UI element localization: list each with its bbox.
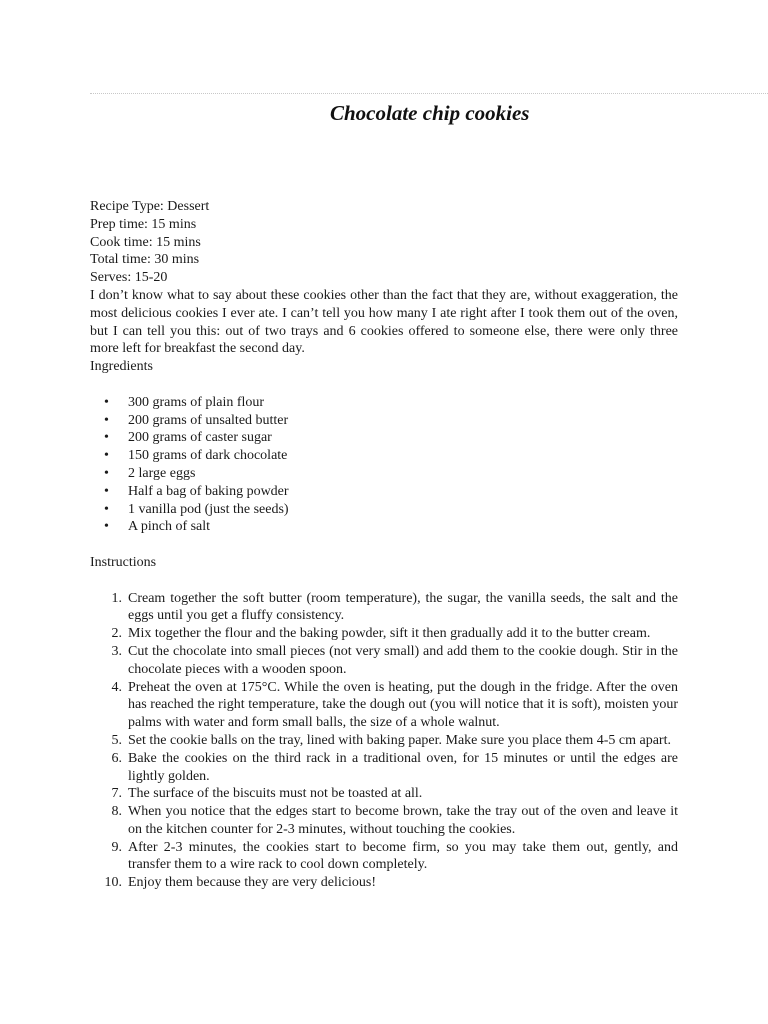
ingredients-list	[90, 394, 678, 536]
list-item	[111, 750, 678, 786]
intro-paragraph: I don’t know what to say about these cookies other than the fact that they are, without exaggeration, the most delicious cookies I ever ate. I can’t tell you how many I ate right after I took them out of the oven, but I can tell you this: out of two trays and 6 cookies offered to someone else, there were only three more left for breakfast the second day.	[90, 287, 678, 357]
step-text: Mix together the flour and the baking powder, sift it then gradually add it to the butter cream.	[128, 626, 651, 642]
step-number: 4.	[111, 679, 122, 695]
step-text: When you notice that the edges start to become brown, take the tray out of the oven and leave it on the kitchen counter for 2-3 minutes, without touching the cookies.	[128, 804, 678, 837]
step-number: 2.	[111, 626, 122, 642]
list-item: • 200 grams of unsalted butter	[128, 412, 678, 430]
step-text: The surface of the biscuits must not be toasted at all.	[128, 786, 423, 802]
step-number: 8.	[111, 804, 122, 820]
total-time: Total time: 30 mins	[90, 252, 200, 268]
step-text: Cut the chocolate into small pieces (not very small) and add them to the cookie dough. Stir in the chocolate pieces with a wooden spoon.	[128, 643, 678, 677]
page-title: Chocolate chip cookies	[330, 101, 530, 125]
list-item: • 200 grams of caster sugar	[128, 429, 678, 447]
list-item	[111, 785, 678, 803]
list-item	[111, 839, 678, 875]
list-item: • Half a bag of baking powder	[128, 483, 678, 501]
list-item: • 2 large eggs	[128, 465, 678, 483]
step-number: 10.	[104, 875, 122, 891]
list-item	[111, 803, 678, 839]
list-item: • 150 grams of dark chocolate	[128, 447, 678, 465]
ingredients-heading: Ingredients	[90, 359, 153, 375]
step-text: Bake the cookies on the third rack in a traditional oven, for 15 minutes or until the edges are lightly golden.	[128, 750, 678, 784]
step-number: 5.	[111, 732, 122, 748]
step-text: Cream together the soft butter (room temperature), the sugar, the vanilla seeds, the salt and the eggs until you get a fluffy consistency.	[128, 590, 678, 624]
list-item	[111, 732, 678, 750]
list-item: • 300 grams of plain flour	[128, 394, 678, 412]
header-divider	[90, 93, 768, 94]
step-number: 6.	[111, 750, 122, 766]
serves: Serves: 15-20	[90, 270, 168, 286]
recipe-type: Recipe Type: Dessert	[90, 199, 210, 214]
list-item: • 1 vanilla pod (just the seeds)	[128, 501, 678, 519]
step-text: After 2-3 minutes, the cookies start to become firm, so you may take them out, gently, and transfer them to a wire rack to cool down completely.	[128, 839, 678, 873]
cook-time: Cook time: 15 mins	[90, 234, 201, 250]
list-item: • A pinch of salt	[128, 518, 678, 536]
list-item	[111, 590, 678, 626]
list-item	[111, 625, 678, 643]
list-item	[111, 643, 678, 679]
instructions-heading: Instructions	[90, 554, 157, 570]
prep-time: Prep time: 15 mins	[90, 216, 197, 232]
step-number: 1.	[111, 590, 122, 606]
step-text: Enjoy them because they are very delicious!	[128, 875, 377, 891]
step-text: Preheat the oven at 175°C. While the oven is heating, put the dough in the fridge. After the oven has reached the right temperature, take the dough out (you will notice that it is soft), moisten your palms with water and form small balls, the size of a whole walnut.	[128, 679, 678, 731]
list-item	[111, 679, 678, 732]
list-item	[104, 874, 678, 892]
instructions-list	[90, 590, 678, 893]
step-text: Set the cookie balls on the tray, lined with baking paper. Make sure you place them 4-5 cm apart.	[128, 732, 671, 748]
step-number: 7.	[111, 786, 122, 802]
step-number: 3.	[111, 643, 122, 659]
step-number: 9.	[111, 839, 122, 855]
recipe-body	[90, 198, 678, 892]
